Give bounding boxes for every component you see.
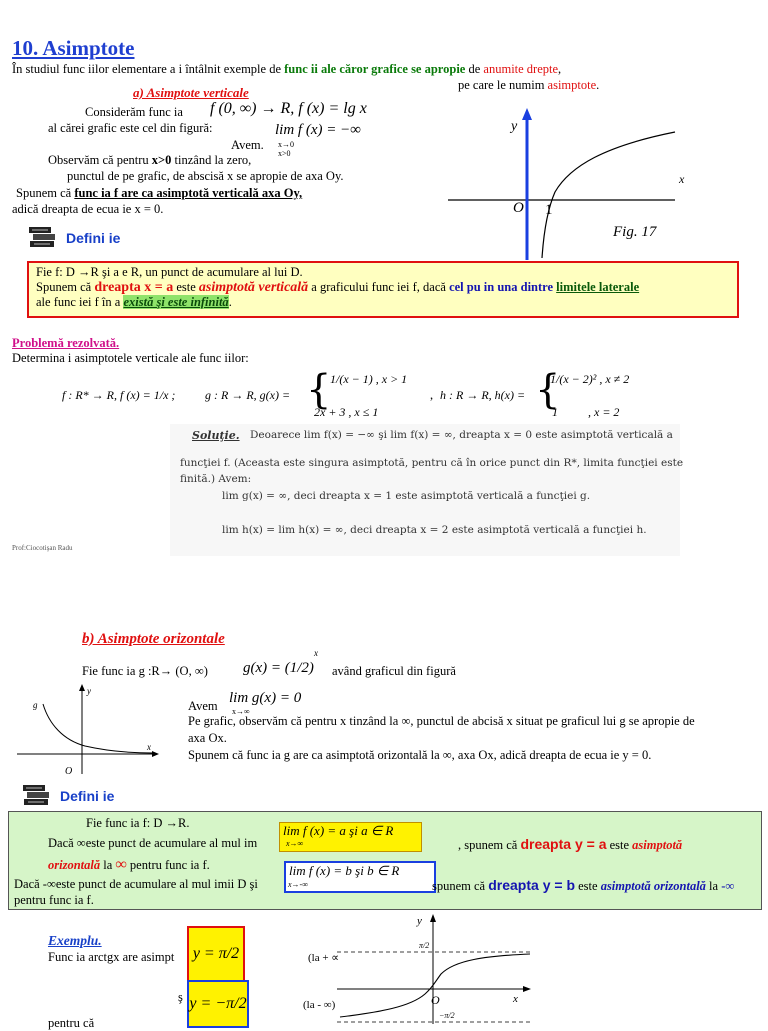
origin-label: O [65,766,73,776]
solution-line-2: funcţiei f. (Aceasta este singura asimptotă, pentru că în orice punct din R*, limita funcţiei este [180,457,684,469]
g-case-2: 2x + 3 , x ≤ 1 [314,405,379,419]
limit-formula: lim f (x) = −∞ [275,122,361,138]
def2-text: este [606,838,633,852]
f-definition: f : R* → R, f (x) = 1/x ; [62,388,176,402]
spunem-line [16,186,302,201]
section-b-limit-sub: x→∞ [232,707,250,716]
definition-2-title: Defini ie [60,788,115,804]
def2-red: ∞ [115,856,127,873]
definition-line-1: Fie f: D →R şi a e R, un punct de acumulare al lui D. [36,265,303,279]
exp-curve [43,704,153,753]
limit-box-1 [279,822,422,852]
arctg-curve [340,954,530,1017]
obs-text: tinzând la zero, [171,153,252,167]
g-brace: { [306,367,332,413]
section-b-graph-from: având graficul din figură [332,664,456,678]
book-icon [28,226,58,256]
consider-text: Considerăm func ia [85,105,183,119]
section-b-p1: Pe grafic, observăm că pentru x tinzând la ∞, punctul de abcisă x situat pe graficul lui g se apropie de [188,714,695,728]
intro-text: pe care le numim [458,78,548,92]
page-title: 10. Asimptote [12,36,135,60]
one-label: 1 [545,202,553,218]
origin-label: O [513,200,524,216]
def-red: dreapta x = a [94,280,174,295]
limit-box-2-sub: x→-∞ [288,880,308,889]
solution-line-3: finită.) Avem: [180,473,252,485]
x-axis-label: x [679,172,685,186]
intro-text: În studiul func iilor elementare a i întâlnit exemple de [12,62,285,76]
section-b-p2: axa Ox. [188,731,227,745]
definition-line-2 [36,280,639,296]
y-axis-label: y [417,915,422,927]
intro-red: asimptote [547,78,597,92]
intro-text: . [596,78,600,92]
comma-separator: , [430,388,434,402]
la-minus-label: (la - ∞) [303,999,336,1011]
y-axis-label: y [511,119,518,134]
example-end: pentru că [48,1016,95,1030]
intro-text: , [558,62,562,76]
adica-line: adică dreapta de ecua ie x = 0. [12,202,164,216]
definition-line-3 [36,295,232,310]
book-icon [22,784,52,814]
limit-sub: x>0 [278,149,291,158]
spunem-text: Spunem că [16,186,75,200]
intro-red: anumite drepte [483,62,559,76]
def-green: limitele laterale [556,280,640,294]
asymptote-box-bottom: y = −π/2 [187,980,249,1028]
pi-half-label: π/2 [419,941,430,950]
section-b-p3: Spunem că func ia g are ca asimptotă orizontală la ∞, axa Ox, adică dreapta de ecua ie y = 0. [188,748,652,762]
def-text: Spunem că [36,280,95,294]
intro-text: de [465,62,484,76]
function-formula: f (0, ∞) → R, f (x) = lg x [210,100,367,117]
intro-line-1 [12,62,561,77]
limit-box-2 [284,861,436,893]
def2-blue: -∞ [721,879,735,893]
g-label: g [33,700,38,710]
section-b-limit: lim g(x) = 0 [229,690,302,706]
graph-from-text: al cărei grafic este cel din figură: [48,121,213,135]
section-b-avem: Avem [188,699,218,713]
def-highlight: există şi este infinită [123,295,229,309]
observation-line-1 [48,153,251,168]
def2-line-1: Fie func ia f: D →R. [86,816,190,830]
g-definition: g : R → R, g(x) = [205,388,291,402]
obs-bold: x>0 [151,153,172,167]
h-brace: { [535,367,561,413]
def2-line-4: Dacă -∞este punct de acumulare al mul imii D şi [14,877,258,891]
avem-text: Avem. [231,138,264,152]
h-case-2: 1 , x = 2 [552,405,620,419]
x-axis-label: x [513,993,518,1005]
def2-red: orizontală [48,858,101,872]
def2-line-3 [48,856,210,874]
def-red: asimptotă verticală [198,280,309,295]
def2-text: la [100,858,116,872]
solution-line-5: lim h(x) = lim h(x) = ∞, deci dreapta x = 2 este asimptotă verticală a funcţiei h. [222,524,647,536]
section-b-title: b) Asimptote orizontale [82,631,225,647]
y-axis-arrow [430,914,436,922]
def2-red: asimptotă [632,838,683,852]
la-plus-label: (la + ∝ [308,952,340,964]
solution-label: Soluţie. [192,429,240,442]
def2-text: spunem că [432,879,489,893]
y-axis-arrow [522,108,532,120]
obs-text: Observăm că pentru [48,153,152,167]
origin-label: O [431,993,440,1007]
h-case-1: 1/(x − 2)² , x ≠ 2 [550,372,630,386]
section-a-title: a) Asimptote verticale [133,85,249,100]
g-formula: g(x) = (1/2) [243,660,314,676]
def2-text: , spunem că [458,838,521,852]
def2-red: dreapta y = a [520,836,607,852]
problem-statement: Determina i asimptotele verticale ale func iilor: [12,351,249,365]
def-text: este [173,280,199,294]
def-text: ale func iei f în a [36,295,124,309]
g-exponent: x [314,648,318,658]
author-note: Prof:Ciocotişan Radu [12,544,73,552]
def2-blue: dreapta y = b [488,877,575,893]
def2-text: pentru func ia f. [126,858,210,872]
example-title: Exemplu. [48,933,102,948]
def2-line-2b [458,836,682,853]
x-axis-arrow [523,986,531,992]
y-axis-arrow [79,684,85,691]
example-line-1: Func ia arctgx are asimpt [48,950,175,964]
intro-highlight: func ii ale căror grafice se apropie [284,62,466,76]
exp-graph-figure [15,684,160,776]
x-axis-arrow [152,751,159,757]
problem-title: Problemă rezolvată. [12,336,120,350]
def2-line-2: Dacă ∞este punct de acumulare al mul im [48,836,258,850]
solution-line-4: lim g(x) = ∞, deci dreapta x = 1 este asimptotă verticală a funcţiei g. [222,490,591,502]
log-graph-figure [445,108,685,260]
def-text: . [228,295,232,309]
definition-title: Defini ie [66,230,121,246]
spunem-bold: func ia f are ca asimptotă verticală axa Oy, [74,186,303,200]
limit-box-1-text: lim f (x) = a şi a ∈ R [283,823,394,838]
observation-line-2: punctul de pe grafic, de abscisă x se apropie de axa Oy. [67,169,344,183]
h-definition: h : R → R, h(x) = [440,388,526,402]
def2-line-5: pentru func ia f. [14,893,94,907]
def2-blue: asimptotă orizontală [600,879,706,893]
arctg-graph-figure [335,912,535,1024]
limit-box-1-sub: x→∞ [286,839,304,848]
def-text: a graficului func iei f, dacă [308,280,450,294]
limit-box-2-text: lim f (x) = b şi b ∈ R [289,863,400,878]
solution-line-1: Deoarece lim f(x) = −∞ şi lim f(x) = ∞, dreapta x = 0 este asimptotă verticală a [250,429,673,441]
minus-pi-half-label: −π/2 [439,1011,455,1020]
fig-label: Fig. 17 [613,224,657,240]
example-s: ş [178,990,183,1004]
def-blue: cel pu in una dintre [449,280,554,294]
def2-text: este [575,879,601,893]
section-b-fie: Fie func ia g :R→ (O, ∞) [82,664,208,678]
x-axis-label: x [147,742,151,752]
def2-text: la [705,879,722,893]
limit-sub: x→0 [278,140,294,149]
g-case-1: 1/(x − 1) , x > 1 [330,372,408,386]
asymptote-box-top: y = π/2 [187,926,245,982]
y-axis-label: y [87,686,91,696]
intro-line-2 [458,78,599,93]
def2-line-4b [432,877,734,894]
